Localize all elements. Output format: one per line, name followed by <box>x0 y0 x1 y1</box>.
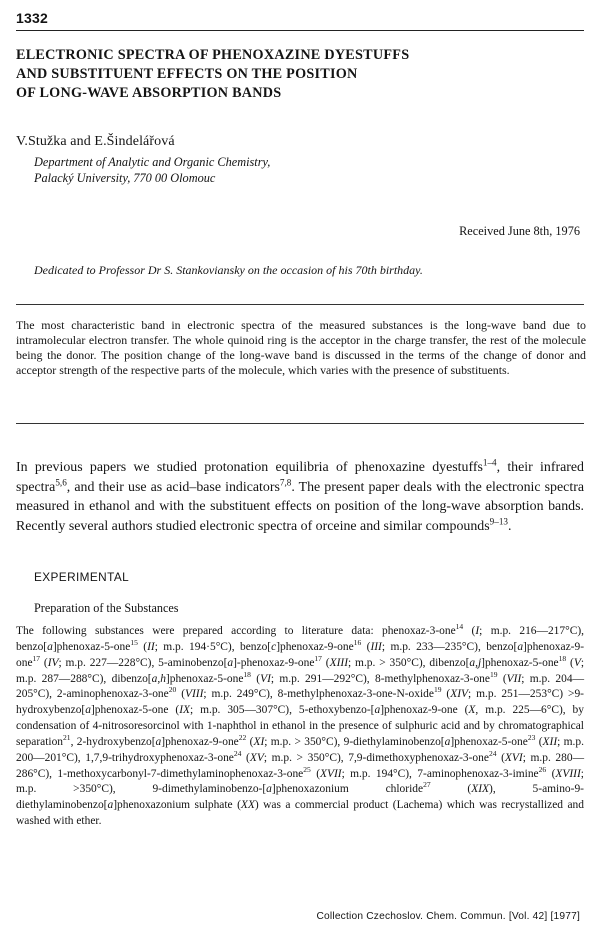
abstract-top-rule <box>16 304 584 305</box>
compound-number: VI <box>260 672 271 685</box>
article-title <box>16 46 576 103</box>
ring-locant: a,h <box>151 672 166 685</box>
body-text: ]-phenoxaz-9-one <box>233 656 315 669</box>
citation: 21 <box>63 733 71 743</box>
citation: 25 <box>303 764 311 774</box>
body-text: ; m.p. 233—235°C), benzo[ <box>381 640 518 653</box>
body-text: ]phenoxazonium sulphate ( <box>113 799 241 812</box>
compound-number: I <box>475 625 480 637</box>
body-text: ( <box>321 656 330 669</box>
compound-number: IX <box>179 704 190 717</box>
body-text: ; m.p. 249°C), 8-methylphenoxaz-3-one-N-oxide <box>203 688 434 701</box>
compound-number: XVIII <box>555 767 581 780</box>
body-text: ( <box>497 672 507 685</box>
ring-locant: a,j <box>469 656 482 669</box>
compound-number: IV <box>47 656 59 669</box>
compound-number: VII <box>506 672 522 685</box>
affiliation-department: Department of Analytic and Organic Chemistry, <box>34 155 271 169</box>
body-text: ; m.p. 305—307°C), 5-ethoxybenzo-[ <box>189 704 375 717</box>
compound-number: VIII <box>185 688 204 701</box>
abstract-bottom-rule <box>16 423 584 424</box>
intro-text: , their infrared spectra <box>16 460 584 495</box>
body-text: ; m.p. 280—286°C), 1-methoxycarbonyl-7-dimethylaminophenoxaz-3-one <box>16 751 585 780</box>
citation: 14 <box>455 622 464 632</box>
body-text: ( <box>137 640 148 653</box>
body-text: ( <box>546 767 556 780</box>
citation: 16 <box>353 638 362 648</box>
body-text: ( <box>246 735 254 748</box>
compound-number: XI <box>253 735 265 748</box>
ring-locant: a <box>155 735 162 748</box>
body-text: ( <box>535 735 543 748</box>
dedication: Dedicated to Professor Dr S. Stankoviansky on the occasion of his 70th birthday. <box>34 263 423 277</box>
compound-number: XIX <box>471 783 490 796</box>
body-text: ( <box>241 751 250 764</box>
body-text: ; m.p. >350°C), 9-dimethylaminobenzo-[ <box>16 767 584 796</box>
abstract: The most characteristic band in electronic spectra of the measured substances is the long-wave band due to intramolecular electron transfer. The whole quinoid ring is the acceptor in the charge transfer, the rest of the molecule being the donor. The position change of the long-wave band is discussed in the terms of the change of donor and acceptor strength of the respective parts of the molecule, which varies with the presence of substituents. <box>16 318 586 378</box>
compound-number: III <box>370 640 382 653</box>
citation: 18 <box>558 653 567 663</box>
citation: 17 <box>32 653 41 663</box>
ring-locant: a <box>107 799 114 812</box>
body-text: ; m.p. 227—228°C), 5-aminobenzo[ <box>58 656 228 669</box>
body-text: The following substances were prepared according to literature data: phenoxaz-3-one <box>16 625 456 637</box>
body-text: ]phenoxaz-5-one <box>450 735 528 748</box>
compound-number: XII <box>542 735 558 748</box>
body-text: ; m.p. 251—253°C) >9-hydroxybenzo[ <box>16 688 584 717</box>
citation: 7,8 <box>279 476 292 487</box>
body-text: ; m.p. > 350°C), 9-diethylaminobenzo[ <box>264 735 445 748</box>
body-text: ( <box>463 625 476 637</box>
body-text: ( <box>310 767 320 780</box>
affiliation <box>34 155 270 186</box>
body-text: ( <box>40 656 48 669</box>
compound-number: XIII <box>329 656 349 669</box>
citation: 24 <box>233 748 242 758</box>
body-text: ]phenoxaz-9-one <box>161 735 239 748</box>
body-text: ]phenoxaz-9-one <box>276 640 354 653</box>
body-text: ( <box>176 688 185 701</box>
compound-number: XX <box>240 799 255 812</box>
body-text: ]phenoxaz-9-one ( <box>380 704 469 717</box>
citation: 15 <box>130 638 138 648</box>
compound-number: XV <box>249 751 264 764</box>
body-text: ]phenoxazonium chloride <box>271 783 424 796</box>
body-text: ]phenoxaz-5-one <box>165 672 244 685</box>
citation: 22 <box>238 733 247 743</box>
body-text: , 2-hydroxybenzo[ <box>70 735 156 748</box>
title-line-2: AND SUBSTITUENT EFFECTS ON THE POSITION <box>16 66 358 82</box>
citation: 23 <box>527 733 536 743</box>
citation: 9–13 <box>489 516 508 527</box>
body-text: ; m.p. 204—205°C), 2-aminophenoxaz-3-one <box>16 672 585 701</box>
citation: 19 <box>433 685 442 695</box>
title-line-1: ELECTRONIC SPECTRA OF PHENOXAZINE DYESTUFFS <box>16 47 410 63</box>
body-text: ; m.p. 200—201°C), 1,7,9-trihydroxyphenoxaz-3-one <box>16 735 584 764</box>
compound-number: II <box>147 640 155 653</box>
body-text: ]phenoxaz-5-one <box>52 640 131 653</box>
body-text: ; m.p. > 350°C), 7,9-dimethoxyphenoxaz-3-one <box>263 751 489 764</box>
citation: 20 <box>168 685 177 695</box>
body-text: , m.p. 225—6°C), by condensation of 4-nitrosoresorcinol with 1-naphthol in ethanol in the presence of sulphuric acid and by chromatographical separation <box>16 704 584 748</box>
body-text: ( <box>250 672 261 685</box>
body-text: ; m.p. 194°C), 7-aminophenoxaz-3-imine <box>341 767 539 780</box>
body-text: ]phenoxaz-9-one <box>16 640 585 669</box>
affiliation-university: Palacký University, 770 00 Olomouc <box>34 170 216 185</box>
ring-locant: a <box>517 640 524 653</box>
body-text: ( <box>566 656 574 669</box>
received-date: Received June 8th, 1976 <box>459 224 580 238</box>
citation: 17 <box>314 653 322 663</box>
citation: 1–4 <box>482 457 497 468</box>
intro-text: . <box>507 518 512 534</box>
body-text: ; m.p. 194·5°C), benzo[ <box>154 640 272 653</box>
subsection-heading-preparation: Preparation of the Substances <box>34 601 179 615</box>
preparation-paragraph <box>16 624 584 830</box>
ring-locant: a <box>227 656 234 669</box>
citation: 24 <box>488 748 497 758</box>
ring-locant: a <box>444 735 451 748</box>
ring-locant: c <box>271 640 277 653</box>
compound-number: XVII <box>320 767 342 780</box>
body-text: ( <box>430 783 472 796</box>
citation: 26 <box>538 764 547 774</box>
compound-number: XIV <box>450 688 469 701</box>
intro-text: . The present paper deals with the electronic spectra measured in ethanol and with the substituent effects on position of the long-wave absorption bands. Recently several authors studied electronic spectra of orceine and similar compounds <box>16 479 584 534</box>
body-text: ( <box>441 688 451 701</box>
body-text: ), 5-amino-9-diethylaminobenzo[ <box>16 783 584 812</box>
introduction-paragraph <box>16 458 584 536</box>
header-rule <box>16 30 584 31</box>
intro-text: , and their use as acid–base indicators <box>66 479 280 495</box>
citation: 18 <box>243 669 251 679</box>
intro-text: In previous papers we studied protonation equilibria of phenoxazine dyestuffs <box>16 460 483 475</box>
body-text: ; m.p. 291—292°C), 8-methylphenoxaz-3-one <box>270 672 490 685</box>
ring-locant: a <box>374 704 381 717</box>
body-text: ; m.p. 216—217°C), benzo[ <box>16 625 584 653</box>
title-line-3: OF LONG-WAVE ABSORPTION BANDS <box>16 85 282 101</box>
compound-number: X <box>468 704 476 717</box>
page-number: 1332 <box>16 10 48 26</box>
body-text: ]phenoxaz-5-one <box>481 656 559 669</box>
ring-locant: a <box>85 704 91 717</box>
citation: 27 <box>423 780 431 790</box>
authors: V.Stužka and E.Šindelářová <box>16 134 175 149</box>
journal-footer: Collection Czechoslov. Chem. Commun. [Vol. 42] [1977] <box>316 911 580 922</box>
body-text: ( <box>496 751 505 764</box>
citation: 5,6 <box>55 476 67 487</box>
ring-locant: a <box>266 783 272 796</box>
body-text: ; m.p. > 350°C), dibenzo[ <box>348 656 470 669</box>
body-text: ; m.p. 287—288°C), dibenzo[ <box>16 656 585 685</box>
section-heading-experimental: EXPERIMENTAL <box>34 570 130 584</box>
compound-number: V <box>573 656 581 669</box>
body-text: ]phenoxaz-5-one ( <box>90 704 180 717</box>
body-text: ) was a commercial product (Lachema) which was recrystallized and washed with ether. <box>16 799 584 828</box>
citation: 19 <box>489 669 498 679</box>
body-text: ( <box>361 640 371 653</box>
compound-number: XVI <box>504 751 523 764</box>
ring-locant: a <box>47 640 53 653</box>
